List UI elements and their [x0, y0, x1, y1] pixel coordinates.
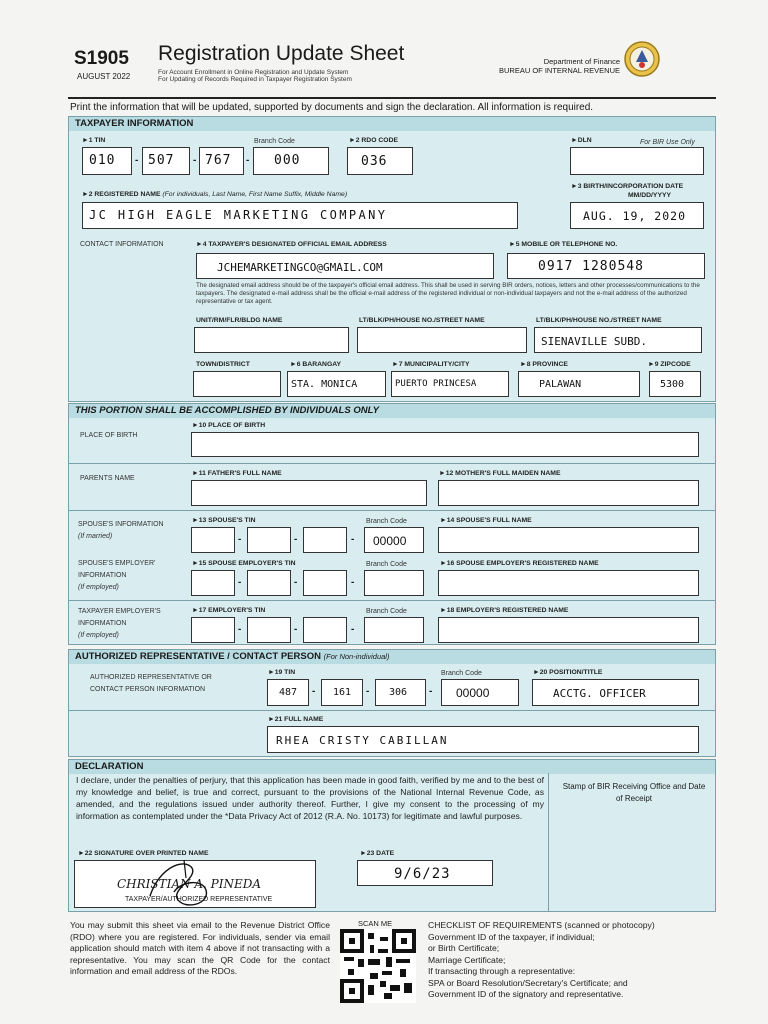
tin-branch-code[interactable]	[253, 147, 329, 175]
lot-field[interactable]	[357, 327, 527, 353]
spouse-tin-label: ►13 SPOUSE'S TIN	[192, 517, 256, 524]
emp-branch-field[interactable]	[364, 617, 424, 643]
spouse-emp-branch-field[interactable]	[364, 570, 424, 596]
bir-seal-icon	[624, 38, 660, 80]
subtitle-2: For Updating of Records Required in Taxpayer Registration System	[158, 76, 352, 83]
emp-name-label: ►18 EMPLOYER'S REGISTERED NAME	[440, 607, 569, 614]
unit-field[interactable]	[194, 327, 349, 353]
tin-part-3-value: 767	[205, 153, 232, 168]
spouse-tin-1[interactable]	[191, 527, 235, 553]
tin-dash: -	[238, 577, 242, 588]
spouse-tin-2[interactable]	[247, 527, 291, 553]
tin-part-3[interactable]	[199, 147, 244, 175]
tin-dash: -	[238, 624, 242, 635]
tin-label: ►1 TIN	[82, 137, 106, 144]
tin-dash: -	[193, 155, 197, 166]
registered-name-hint: (For individuals, Last Name, First Name Suffix, Middle Name)	[162, 191, 348, 198]
spouse-emp-name-label: ►16 SPOUSE EMPLOYER'S REGISTERED NAME	[440, 560, 599, 567]
checklist-item: If transacting through a representative:	[428, 966, 576, 976]
spouse-emp-row-label: SPOUSE'S EMPLOYER'	[78, 560, 156, 567]
row-divider	[69, 463, 715, 464]
checklist-item: or Birth Certificate;	[428, 943, 500, 953]
date-field[interactable]	[357, 860, 493, 886]
mobile-label: ►5 MOBILE OR TELEPHONE NO.	[509, 241, 618, 248]
tin-dash: -	[351, 624, 355, 635]
emp-tin-3[interactable]	[303, 617, 347, 643]
spouse-name-field[interactable]	[438, 527, 699, 553]
form-code: S1905	[74, 48, 129, 69]
page-title: Registration Update Sheet	[158, 42, 405, 65]
form-date: AUGUST 2022	[77, 72, 131, 81]
tin-dash: -	[294, 577, 298, 588]
emp-tin-1[interactable]	[191, 617, 235, 643]
checklist-item: Government ID of the signatory and representative.	[428, 989, 624, 999]
subtitle-1: For Account Enrollment in Online Registration and Update System	[158, 69, 349, 76]
checklist-item: Government ID of the taxpayer, if individual;	[428, 931, 595, 942]
parents-row-label: PARENTS NAME	[80, 475, 135, 482]
rep-name-field[interactable]	[267, 726, 699, 753]
email-value: JCHEMARKETINGCO@GMAIL.COM	[217, 261, 383, 274]
dept-name: Department of Finance	[543, 57, 620, 66]
dln-label: ►DLN	[571, 137, 592, 144]
individual-section-title: THIS PORTION SHALL BE ACCOMPLISHED BY INDIVIDUALS ONLY	[69, 404, 715, 418]
barangay-field[interactable]	[287, 371, 386, 397]
rep-tin-3[interactable]	[375, 679, 426, 706]
date-label: ►23 DATE	[360, 850, 395, 857]
header-rule	[68, 97, 716, 99]
tin-dash: -	[135, 155, 139, 166]
spouse-branch-field[interactable]	[364, 527, 424, 553]
mother-name-label: ►12 MOTHER'S FULL MAIDEN NAME	[439, 470, 561, 477]
zip-label: ►9 ZIPCODE	[648, 361, 691, 368]
spouse-branch-label: Branch Code	[366, 518, 407, 525]
place-of-birth-label: ►10 PLACE OF BIRTH	[192, 422, 266, 429]
position-label: ►20 POSITION/TITLE	[533, 669, 603, 676]
signature-caption: TAXPAYER/AUTHORIZED REPRESENTATIVE	[125, 896, 273, 903]
representative-note: (For Non-individual)	[323, 652, 390, 661]
declaration-section-title: DECLARATION	[69, 760, 715, 774]
row-divider	[69, 710, 715, 711]
representative-row-label-2: CONTACT PERSON INFORMATION	[90, 686, 206, 693]
rep-tin-1-value: 487	[279, 687, 298, 698]
place-of-birth-row-label: PLACE OF BIRTH	[80, 432, 138, 439]
signature-scribble-icon	[140, 856, 220, 912]
instruction-text: Print the information that will be updated, supported by documents and sign the declaration. All information is required.	[70, 102, 594, 113]
tin-part-2[interactable]	[142, 147, 190, 175]
email-note: The designated email address should be of the taxpayer's official email address. This shall be used in serving BIR orders, notices, letters and other processes/communications to the taxpayers. The designated e-mail address shall be the official e-mail address of the registered individual or non-individual taxpayers and not the e-mail address of the authorized representative or tax agent.	[196, 282, 700, 305]
qr-code-icon	[340, 929, 416, 1003]
emp-row-label-2: INFORMATION	[78, 620, 127, 627]
checklist-title: CHECKLIST OF REQUIREMENTS (scanned or photocopy)	[428, 920, 655, 930]
rep-tin-2-value: 161	[333, 687, 352, 698]
town-label: TOWN/DISTRICT	[196, 361, 250, 368]
rep-tin-label: ►19 TIN	[268, 669, 296, 676]
row-divider	[69, 510, 715, 511]
municipality-value: PUERTO PRINCESA	[395, 379, 477, 389]
rdo-value: 036	[361, 154, 388, 169]
spouse-emp-tin-label: ►15 SPOUSE EMPLOYER'S TIN	[192, 560, 296, 567]
emp-row-note: (If employed)	[78, 632, 119, 639]
spouse-emp-tin-1[interactable]	[191, 570, 235, 596]
barangay-value: STA. MONICA	[291, 379, 358, 390]
municipality-label: ►7 MUNICIPALITY/CITY	[392, 361, 470, 368]
submit-instructions: You may submit this sheet via email to the Revenue District Office (RDO) where you are registered. For individuals, sender via email application should match with item 4 above if not transacting with a representative. You may scan the QR Code for the contact information and email address of the RDOs.	[70, 920, 330, 976]
municipality-field[interactable]	[391, 371, 509, 397]
province-label: ►8 PROVINCE	[520, 361, 568, 368]
spouse-emp-row-note: (If employed)	[78, 584, 119, 591]
lot2-field[interactable]	[534, 327, 702, 353]
tin-dash: -	[246, 155, 250, 166]
tin-dash: -	[312, 686, 316, 697]
signature-name: CHRISTIAN A. PINEDA	[117, 877, 262, 891]
mobile-value: 0917 1280548	[538, 259, 644, 274]
rdo-label: ►2 RDO CODE	[349, 137, 399, 144]
tin-branch-value: 000	[274, 153, 301, 168]
position-value: ACCTG. OFFICER	[553, 687, 646, 700]
emp-row-label: TAXPAYER EMPLOYER'S	[78, 608, 161, 615]
tin-dash: -	[294, 624, 298, 635]
rep-branch-value: 00000	[456, 686, 490, 700]
spouse-emp-name-field[interactable]	[438, 570, 699, 596]
tin-part-2-value: 507	[148, 153, 175, 168]
tin-dash: -	[351, 577, 355, 588]
scan-me-label: SCAN ME	[358, 919, 393, 928]
lot-label: LT/BLK/PH/HOUSE NO./STREET NAME	[359, 317, 485, 324]
tin-part-1-value: 010	[89, 153, 116, 168]
tin-dash: -	[366, 686, 370, 697]
rep-branch-field[interactable]	[441, 679, 519, 706]
emp-tin-2[interactable]	[247, 617, 291, 643]
spouse-tin-3[interactable]	[303, 527, 347, 553]
emp-tin-label: ►17 EMPLOYER'S TIN	[192, 607, 266, 614]
branch-code-label: Branch Code	[254, 138, 295, 145]
barangay-label: ►6 BARANGAY	[290, 361, 342, 368]
birth-date-format: MM/DD/YYYY	[628, 192, 672, 199]
mobile-field[interactable]	[507, 253, 705, 279]
birth-date-field[interactable]	[570, 202, 704, 229]
tin-dash: -	[238, 534, 242, 545]
lot2-label: LT/BLK/PH/HOUSE NO./STREET NAME	[536, 317, 662, 324]
unit-label: UNIT/RM/FLR/BLDG NAME	[196, 317, 283, 324]
tin-part-1[interactable]	[82, 147, 132, 175]
spouse-name-label: ►14 SPOUSE'S FULL NAME	[440, 517, 532, 524]
tin-dash: -	[351, 534, 355, 545]
dln-field[interactable]	[570, 147, 704, 175]
dln-note: For BIR Use Only	[640, 139, 695, 146]
tin-dash: -	[429, 686, 433, 697]
row-divider	[69, 600, 715, 601]
bureau-name: BUREAU OF INTERNAL REVENUE	[499, 66, 620, 75]
zip-field[interactable]	[649, 371, 701, 397]
father-name-field[interactable]	[191, 480, 427, 506]
declaration-text: I declare, under the penalties of perjury, that this application has been made in good faith, verified by me and to the best of my knowledge and belief, is true and correct, pursuant to the provisions of the National Internal Revenue Code, as amended, and the regulations issued under authority thereof. Further, I give my consent to the processing of my information as contemplated under the *Data Privacy Act of 2012 (R.A. No. 10173) for legitimate and lawful purposes.	[76, 775, 544, 821]
tin-dash: -	[294, 534, 298, 545]
spouse-emp-tin-2[interactable]	[247, 570, 291, 596]
registered-name-value: JC HIGH EAGLE MARKETING COMPANY	[89, 208, 388, 222]
zip-value: 5300	[660, 379, 685, 390]
emp-branch-label: Branch Code	[366, 608, 407, 615]
father-name-label: ►11 FATHER'S FULL NAME	[192, 470, 282, 477]
place-of-birth-field[interactable]	[191, 432, 699, 457]
taxpayer-section-title: TAXPAYER INFORMATION	[69, 117, 715, 131]
declaration-divider	[548, 773, 549, 911]
province-value: PALAWAN	[539, 379, 582, 390]
rep-tin-1[interactable]	[267, 679, 309, 706]
qr-code[interactable]	[340, 929, 416, 1003]
signature-label: ►22 SIGNATURE OVER PRINTED NAME	[78, 850, 209, 857]
checklist	[428, 920, 718, 1001]
representative-row-label: AUTHORIZED REPRESENTATIVE OR	[90, 674, 212, 681]
spouse-branch-value: 00000	[373, 534, 407, 548]
checklist-item: SPA or Board Resolution/Secretary's Certificate; and	[428, 977, 628, 988]
town-field[interactable]	[193, 371, 281, 397]
rep-name-label: ►21 FULL NAME	[268, 716, 324, 723]
birth-date-label: ►3 BIRTH/INCORPORATION DATE	[571, 183, 684, 190]
position-field[interactable]	[532, 679, 699, 706]
date-value: 9/6/23	[394, 866, 451, 882]
representative-title-text: AUTHORIZED REPRESENTATIVE / CONTACT PERSON	[75, 651, 321, 662]
contact-info-label: CONTACT INFORMATION	[80, 241, 164, 248]
spouse-emp-row-label-2: INFORMATION	[78, 572, 127, 579]
province-field[interactable]	[518, 371, 640, 397]
email-field[interactable]	[196, 253, 494, 279]
lot2-value: SIENAVILLE SUBD.	[541, 335, 647, 348]
rep-tin-2[interactable]	[321, 679, 363, 706]
emp-name-field[interactable]	[438, 617, 699, 643]
rep-name-value: RHEA CRISTY CABILLAN	[276, 734, 449, 747]
email-label: ►4 TAXPAYER'S DESIGNATED OFFICIAL EMAIL ADDRESS	[196, 241, 387, 248]
checklist-item: Marriage Certificate;	[428, 954, 506, 965]
spouse-emp-tin-3[interactable]	[303, 570, 347, 596]
stamp-label: Stamp of BIR Receiving Office and Date of Receipt	[562, 782, 706, 803]
registered-name-label	[82, 191, 347, 198]
registered-name-label-text: ►2 REGISTERED NAME	[82, 191, 161, 198]
birth-date-value: AUG. 19, 2020	[583, 209, 687, 223]
representative-section-title	[69, 650, 715, 664]
rdo-field[interactable]	[347, 147, 413, 175]
department	[470, 57, 620, 75]
spouse-row-label: SPOUSE'S INFORMATION	[78, 521, 164, 528]
registered-name-field[interactable]	[82, 202, 518, 229]
rep-tin-3-value: 306	[389, 687, 408, 698]
mother-name-field[interactable]	[438, 480, 699, 506]
spouse-row-note: (If married)	[78, 533, 113, 540]
spouse-emp-branch-label: Branch Code	[366, 561, 407, 568]
rep-branch-label: Branch Code	[441, 670, 482, 677]
